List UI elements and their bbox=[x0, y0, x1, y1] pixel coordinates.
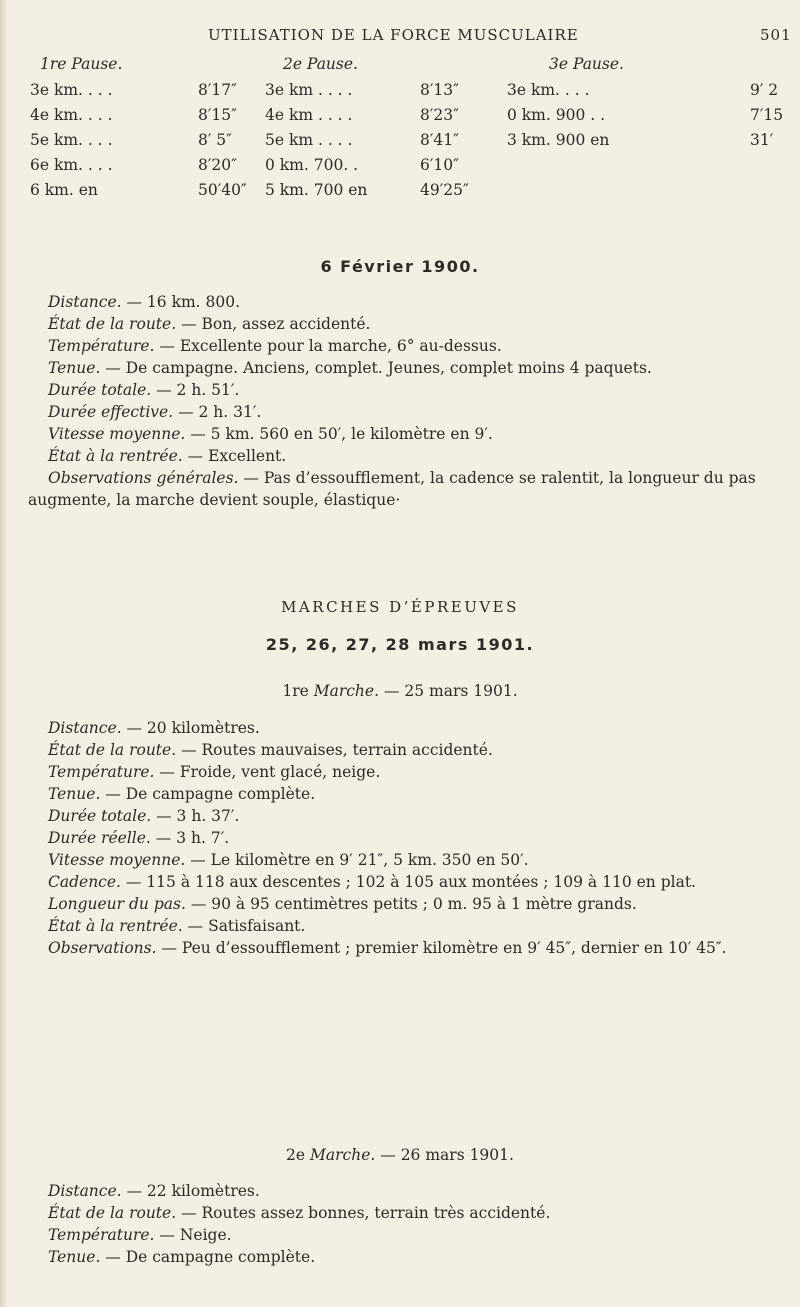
entry-line: Température. — Neige. bbox=[48, 1226, 232, 1244]
entry-line: Température. — Froide, vent glacé, neige. bbox=[48, 763, 381, 781]
section2-dates: 25, 26, 27, 28 mars 1901. bbox=[265, 635, 535, 654]
pause-row: 4e km . . . . 8′23″ bbox=[265, 106, 459, 124]
pause-row: 5e km. . . . 8′ 5″ bbox=[30, 131, 232, 149]
entry-line: Observations. — Peu d’essoufflement ; premier kilomètre en 9′ 45″, dernier en 10′ 45″. bbox=[48, 939, 727, 957]
entry-line: Tenue. — De campagne. Anciens, complet. Jeunes, complet moins 4 paquets. bbox=[48, 359, 652, 377]
pause-row: 3e km. . . . 8′17″ bbox=[30, 81, 237, 99]
section1-body bbox=[28, 291, 768, 511]
entry-line: État de la route. — Bon, assez accidenté. bbox=[48, 315, 371, 333]
entry-line: État de la route. — Routes mauvaises, terrain accidenté. bbox=[48, 741, 493, 759]
entry-line: Cadence. — 115 à 118 aux descentes ; 102 à 105 aux montées ; 109 à 110 en plat. bbox=[48, 873, 696, 891]
entry-line: Durée totale. — 3 h. 37′. bbox=[48, 807, 240, 825]
entry-line: Vitesse moyenne. — Le kilomètre en 9′ 21″, 5 km. 350 en 50′. bbox=[48, 851, 529, 869]
pause-row: 0 km. 900 . . 7′15 bbox=[507, 106, 784, 124]
pause-title: 1re Pause. bbox=[40, 55, 123, 73]
entry-line: Longueur du pas. — 90 à 95 centimètres petits ; 0 m. 95 à 1 mètre grands. bbox=[48, 895, 637, 913]
pause-row: 3e km. . . . 9′ 2 bbox=[507, 81, 779, 99]
march1-title: 1re Marche. — 25 mars 1901. bbox=[282, 682, 518, 700]
pause-column-2 bbox=[265, 55, 505, 206]
entry-line: Durée réelle. — 3 h. 7′. bbox=[48, 829, 230, 847]
pause-row: 5e km . . . . 8′41″ bbox=[265, 131, 459, 149]
entry-line: Vitesse moyenne. — 5 km. 560 en 50′, le kilomètre en 9′. bbox=[48, 425, 493, 443]
entry-line: État de la route. — Routes assez bonnes, terrain très accidenté. bbox=[48, 1204, 551, 1222]
entry-line: Durée effective. — 2 h. 31′. bbox=[48, 403, 262, 421]
entry-line: État à la rentrée. — Excellent. bbox=[48, 447, 287, 465]
pause-row: 5 km. 700 en 49′25″ bbox=[265, 181, 469, 199]
pause-row: 3 km. 900 en 31′ bbox=[507, 131, 774, 149]
pause-row: 6 km. en 50′40″ bbox=[30, 181, 247, 199]
pause-row: 0 km. 700. . 6′10″ bbox=[265, 156, 459, 174]
pause-row: 4e km. . . . 8′15″ bbox=[30, 106, 237, 124]
march2-body bbox=[48, 1180, 768, 1268]
entry-line: Observations générales. — Pas d’essoufflement, la cadence se ralentit, la longueur du pas augmente, la marche devient souple, élastique· bbox=[28, 469, 756, 509]
running-title: UTILISATION DE LA FORCE MUSCULAIRE bbox=[208, 26, 579, 44]
pause-row: 6e km. . . . 8′20″ bbox=[30, 156, 237, 174]
entry-line: État à la rentrée. — Satisfaisant. bbox=[48, 917, 306, 935]
entry-line: Tenue. — De campagne complète. bbox=[48, 1248, 316, 1266]
march2-title: 2e Marche. — 26 mars 1901. bbox=[286, 1146, 514, 1164]
entry-line: Distance. — 16 km. 800. bbox=[48, 293, 241, 311]
section2-heading: MARCHES D’ÉPREUVES bbox=[281, 598, 519, 616]
pause-column-1 bbox=[30, 55, 270, 206]
pause-column-3 bbox=[507, 55, 797, 156]
entry-line: Tenue. — De campagne complète. bbox=[48, 785, 316, 803]
entry-line: Distance. — 20 kilomètres. bbox=[48, 719, 260, 737]
pause-title: 2e Pause. bbox=[283, 55, 358, 73]
section1-date: 6 Février 1900. bbox=[320, 257, 480, 276]
march1-body bbox=[48, 717, 768, 959]
page-number: 501 bbox=[760, 26, 792, 44]
entry-line: Distance. — 22 kilomètres. bbox=[48, 1182, 260, 1200]
pause-row: 3e km . . . . 8′13″ bbox=[265, 81, 459, 99]
pause-title: 3e Pause. bbox=[549, 55, 624, 73]
entry-line: Température. — Excellente pour la marche, 6° au-dessus. bbox=[48, 337, 502, 355]
entry-line: Durée totale. — 2 h. 51′. bbox=[48, 381, 240, 399]
